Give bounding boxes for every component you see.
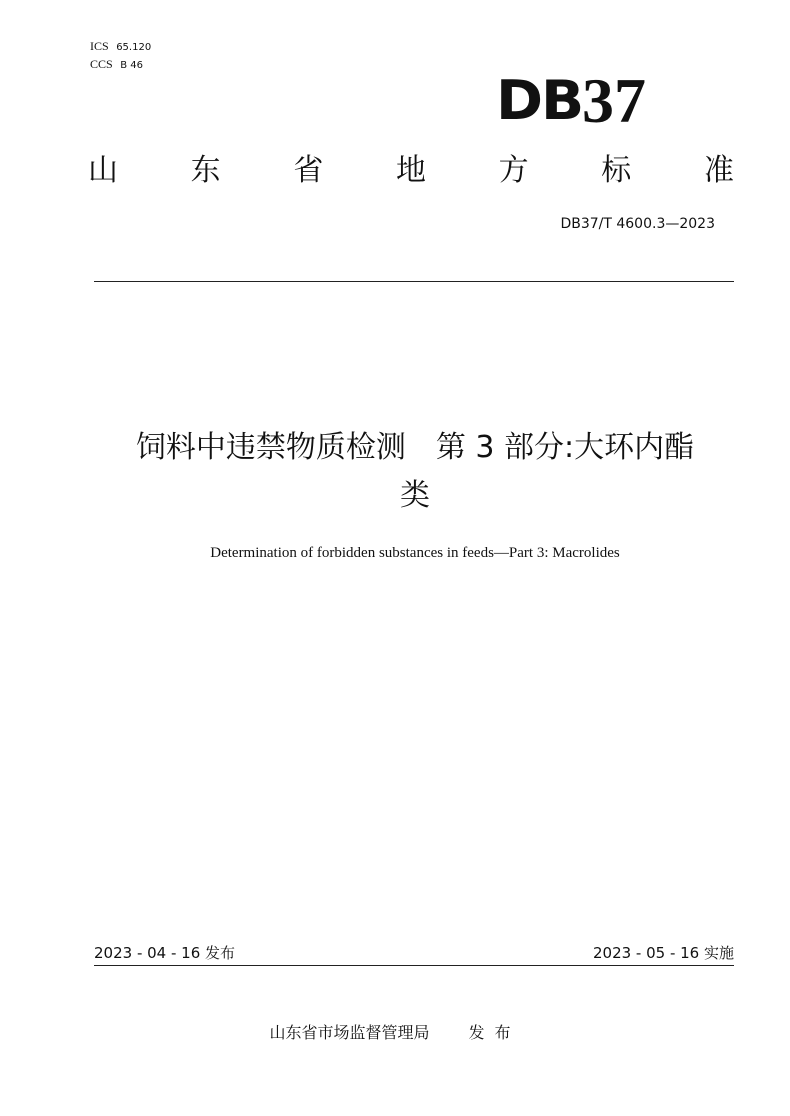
classification-block xyxy=(90,38,151,74)
standard-type-char: 山 xyxy=(88,153,118,188)
title-line-2: 类 xyxy=(400,478,430,513)
ics-line xyxy=(90,38,151,56)
ics-value: 65.120 xyxy=(116,42,152,53)
document-number: DB37/T 4600.3—2023 xyxy=(560,216,715,232)
standard-type-char: 东 xyxy=(190,153,221,188)
ccs-line xyxy=(90,56,151,74)
top-divider xyxy=(94,281,734,282)
standard-type-char: 省 xyxy=(293,153,324,188)
implement-date: 2023 - 05 - 16 实施 xyxy=(592,944,734,962)
issuer-line xyxy=(0,1020,790,1043)
ics-label: ICS xyxy=(90,39,109,53)
logo-letters: DB xyxy=(496,69,583,132)
logo-number: 37 xyxy=(581,65,646,136)
issuer-action: 发布 xyxy=(468,1023,521,1042)
publish-date: 2023 - 04 - 16 发布 xyxy=(94,944,236,962)
document-title-en: Determination of forbidden substances in feeds—Part 3: Macrolides xyxy=(210,545,620,561)
issuer-org: 山东省市场监督管理局 xyxy=(269,1023,430,1042)
db-logo xyxy=(496,65,646,136)
standard-type-char: 准 xyxy=(703,153,734,188)
bottom-divider xyxy=(94,965,734,966)
ccs-value: B 46 xyxy=(120,60,143,71)
standard-type-char: 方 xyxy=(498,153,529,188)
ccs-label: CCS xyxy=(90,57,113,71)
standard-type-char: 标 xyxy=(601,153,632,188)
standard-type-title xyxy=(88,146,734,196)
document-title-cn xyxy=(60,424,770,520)
title-line-1: 饲料中违禁物质检测 第 3 部分:大环内酯 xyxy=(135,430,695,465)
standard-type-char: 地 xyxy=(395,153,426,188)
